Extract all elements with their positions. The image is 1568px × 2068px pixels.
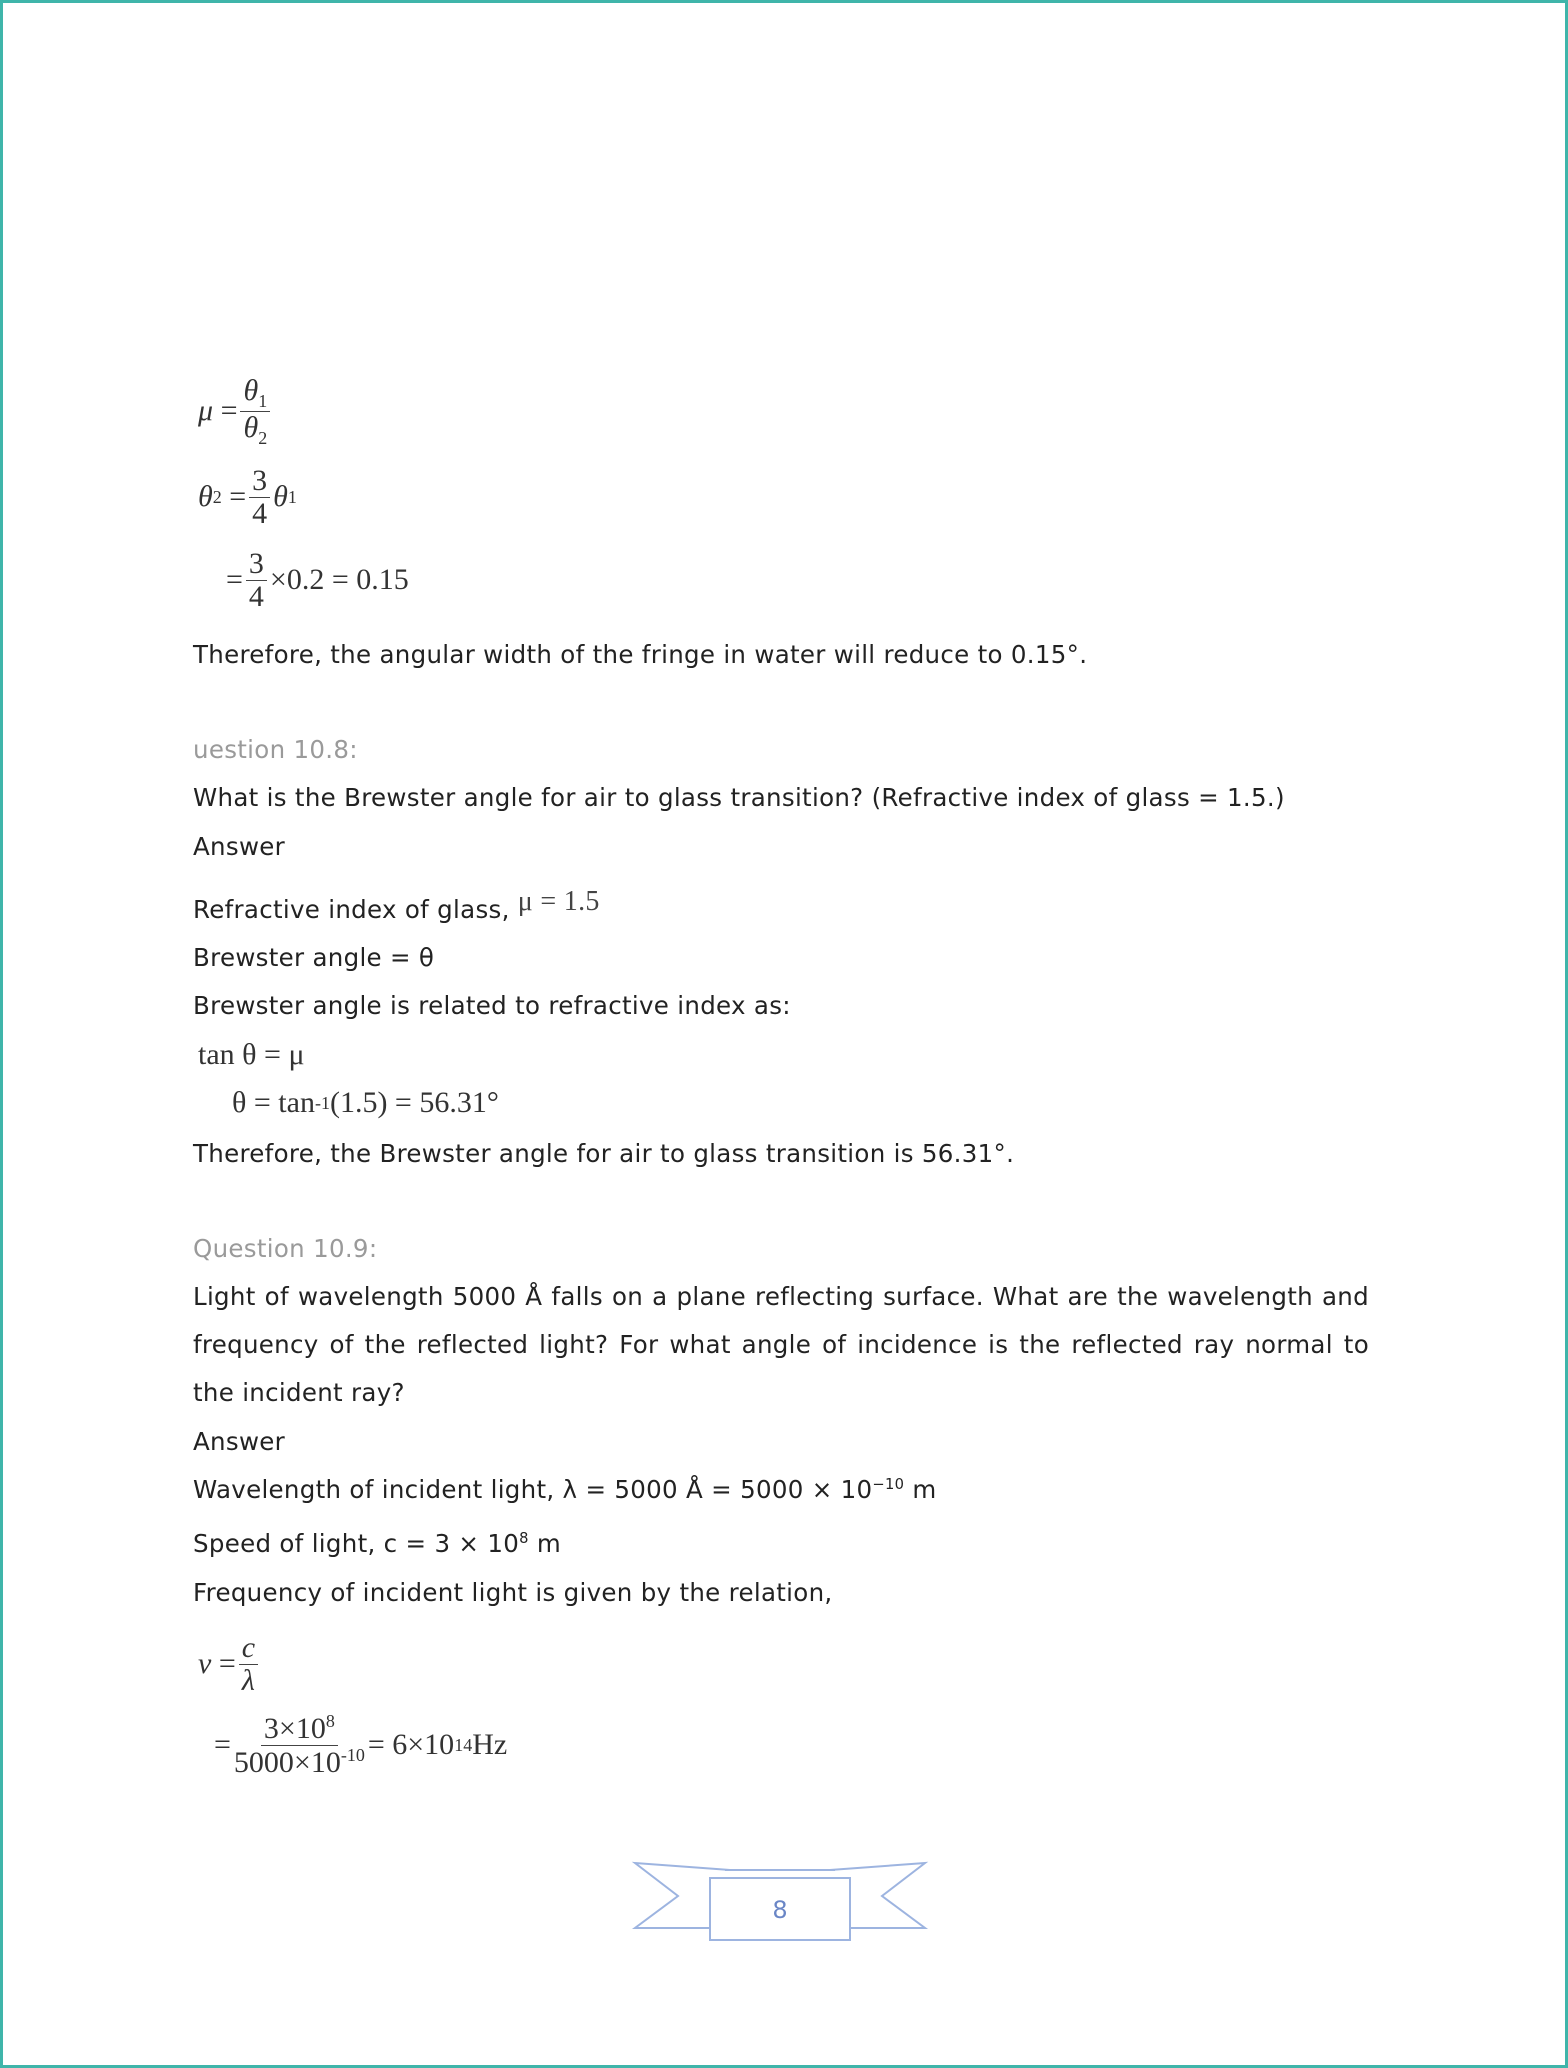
answer-label: Answer [193,1427,286,1456]
text: Wavelength of incident light, λ = 5000 Å = 5000 × 10 [193,1475,873,1504]
answer-label: Answer [193,832,286,861]
answer-line: Frequency of incident light is given by the relation, [193,1578,833,1607]
eq-num: 3 [246,548,267,581]
equation-frequency-value: = $\frac{3\times 10^8}{5000\times 10^{-10}}$ = 6×10 14 Hz [214,1711,508,1779]
eq-sup: 14 [454,1734,473,1755]
question-heading: Question 10.9: [193,1234,378,1263]
conclusion-text: Therefore, the angular width of the fringe in water will reduce to 0.15°. [193,640,1088,669]
eq-symbol: ν [198,1647,212,1680]
eq-part: (1.5) = 56.31° [329,1086,499,1119]
eq-symbol: μ [198,394,214,428]
page-number: 8 [772,1896,788,1924]
eq-part: 3×10 [263,1712,326,1745]
eq-num: c [239,1632,258,1665]
equation-tan: tan θ = μ [198,1038,305,1071]
eq-part: θ = tan [232,1086,315,1119]
eq-sub: 2 [258,427,268,448]
equation-mu-ratio: μ = $\theta_1$ $\theta_2$ [198,375,273,448]
eq-sup: -1 [314,1092,330,1113]
inline-equation: μ = 1.5 [517,886,600,917]
question-text: What is the Brewster angle for air to glass transition? (Refractive index of glass = 1.5.) [193,783,1285,812]
eq-symbol: θ [243,374,259,407]
eq-part: Hz [472,1728,508,1761]
question-text: Light of wavelength 5000 Å falls on a plane reflecting surface. What are the wavelength and frequency of the reflected light? For what angle of incidence is the reflected ray normal to the incident ray? [193,1282,1369,1407]
equation-frequency: ν = $\frac{c}{\lambda}$ [198,1632,261,1696]
text: m [904,1475,937,1504]
sup: −10 [872,1475,905,1493]
answer-line [193,1529,561,1558]
answer-line [193,886,600,926]
text: Speed of light, c = 3 × 10 [193,1529,520,1558]
eq-num: 3 [249,465,270,498]
equation-result: = $\frac{3}{4}$ ×0.2 = 0.15 [226,547,409,613]
eq-part: 5000×10 [233,1745,341,1779]
eq-den: λ [241,1663,255,1697]
eq-symbol: θ [243,410,259,444]
conclusion-text: Therefore, the Brewster angle for air to glass transition is 56.31°. [193,1139,1015,1168]
eq-sub: 2 [212,486,222,507]
page-number-banner [630,1858,930,1958]
eq-sub: 1 [287,486,297,507]
answer-line [193,1475,937,1504]
eq-sup: 8 [325,1711,335,1731]
answer-line: Brewster angle is related to refractive index as: [193,991,791,1020]
eq-den: 4 [248,579,264,613]
eq-symbol: θ [198,480,213,513]
equation-brewster [232,1086,499,1120]
answer-line: Brewster angle = θ [193,943,435,972]
text: m [528,1529,562,1558]
text: Refractive index of glass, [193,895,510,924]
eq-symbol: θ [273,480,288,513]
eq-den: 4 [252,496,268,530]
eq-rest: ×0.2 = 0.15 [269,563,409,596]
equation-theta2: θ 2 = $\frac{3}{4}$ θ 1 [198,464,297,530]
question-heading: uestion 10.8: [193,735,358,764]
sup: 8 [519,1529,529,1547]
eq-sup: -10 [340,1744,365,1765]
eq-sub: 1 [258,391,268,411]
eq-part: = 6×10 [367,1728,455,1761]
